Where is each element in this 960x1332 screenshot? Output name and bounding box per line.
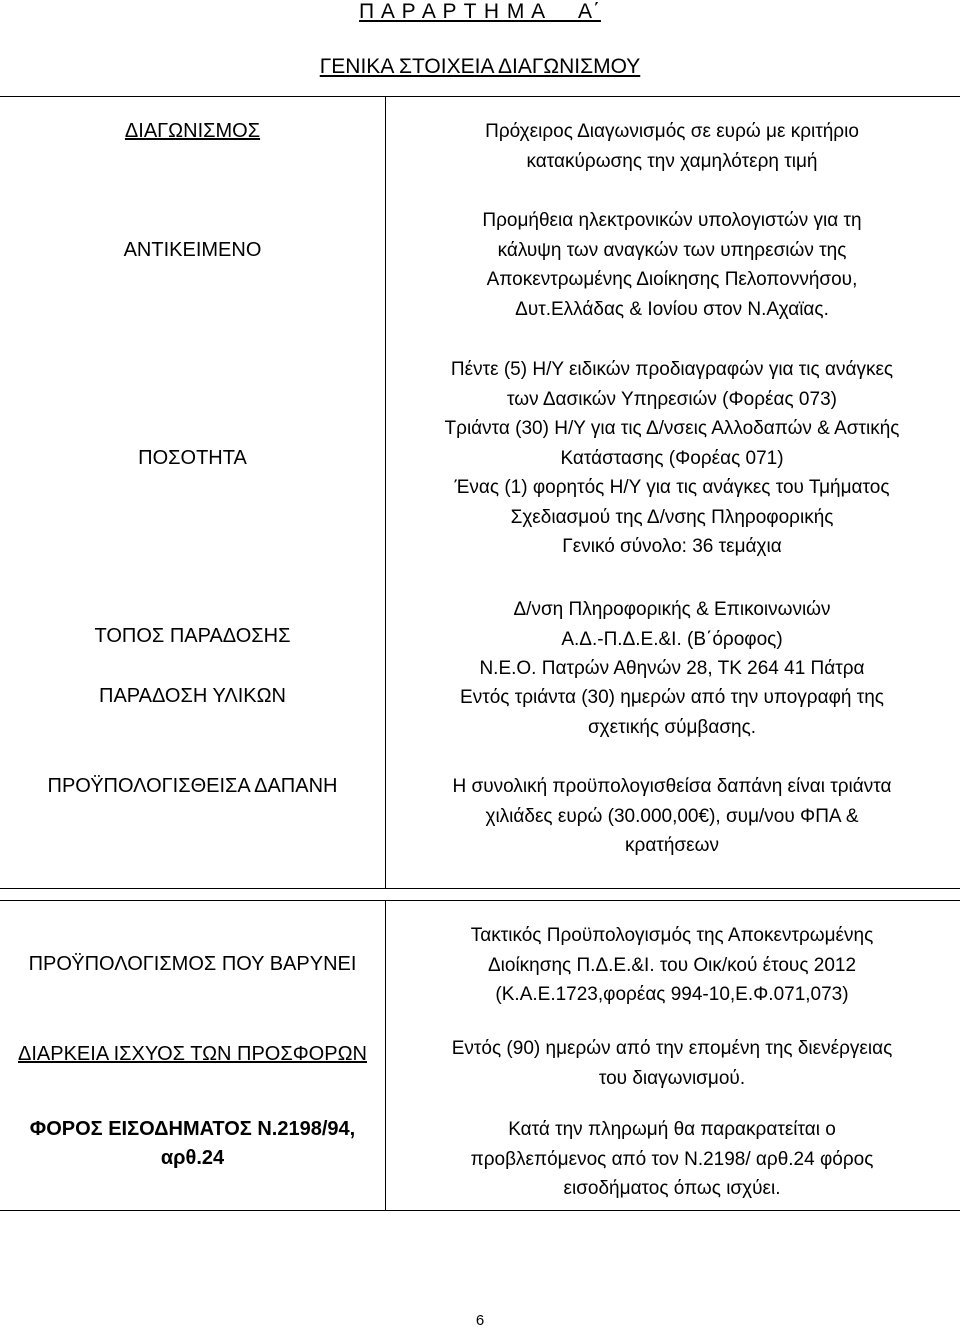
table-mid-border-top (0, 888, 960, 889)
row-label-line: ΦΟΡΟΣ ΕΙΣΟΔΗΜΑΤΟΣ Ν.2198/94, (29, 1118, 356, 1140)
row-value-line: σχετικής σύμβασης. (587, 716, 757, 738)
row-label-delivery: ΠΑΡΑΔΟΣΗ ΥΛΙΚΩΝ (99, 685, 286, 707)
row-value-line: Εντός τριάντα (30) ημερών από την υπογραφή της (460, 687, 884, 708)
table-mid-border-bottom (0, 900, 960, 901)
row-label-quantity: ΠΟΣΟΤΗΤΑ (138, 447, 247, 469)
row-value-line: Κατά την πληρωμή θα παρακρατείται ο (508, 1119, 836, 1140)
row-value-line: κατακύρωσης την χαμηλότερη τιμή (526, 150, 818, 172)
row-value-line: Προμήθεια ηλεκτρονικών υπολογιστών για τη (482, 210, 862, 231)
row-value-line: Πρόχειρος Διαγωνισμός σε ευρώ με κριτήριο (485, 121, 859, 142)
row-label-offer-validity: ΔΙΑΡΚΕΙΑ ΙΣΧΥΟΣ ΤΩΝ ΠΡΟΣΦΟΡΩΝ (18, 1043, 367, 1065)
row-value-delivery (392, 683, 952, 742)
section-title: ΓΕΝΙΚΑ ΣΤΟΙΧΕΙΑ ΔΙΑΓΩΝΙΣΜΟΥ (319, 55, 641, 78)
row-value-line: Δ/νση Πληροφορικής & Επικοινωνιών (513, 599, 831, 620)
row-value-line: (Κ.Α.Ε.1723,φορέας 994-10,Ε.Φ.071,073) (495, 984, 849, 1005)
row-value-quantity (392, 355, 952, 562)
row-value-budget (392, 772, 952, 861)
row-value-line: Ν.Ε.Ο. Πατρών Αθηνών 28, ΤΚ 264 41 Πάτρα (479, 658, 865, 679)
row-value-offer-validity (392, 1034, 952, 1093)
row-value-line: Τριάντα (30) Η/Υ για τις Δ/νσεις Αλλοδαπών & Αστικής (444, 418, 900, 439)
row-label-budget: ΠΡΟΫΠΟΛΟΓΙΣΘΕΙΣΑ ΔΑΠΑΝΗ (47, 775, 338, 797)
row-label-income-tax (0, 1115, 385, 1173)
row-value-line: Σχεδιασμού της Δ/νσης Πληροφορικής (510, 506, 834, 528)
row-value-line: Διοίκησης Π.Δ.Ε.&Ι. του Οικ/κού έτους 2012 (487, 954, 857, 976)
row-value-subject (392, 206, 952, 324)
table-top-border (0, 96, 960, 97)
row-value-line: Εντός (90) ημερών από την επομένη της διενέργειας (451, 1038, 893, 1059)
row-value-line: Πέντε (5) Η/Υ ειδικών προδιαγραφών για τις ανάγκες (450, 359, 894, 380)
table-divider-lower (385, 900, 386, 1210)
row-label-subject: ΑΝΤΙΚΕΙΜΕΝΟ (123, 239, 262, 261)
row-value-line: κρατήσεων (625, 835, 719, 856)
row-value-competition (392, 117, 952, 176)
row-value-line: Δυτ.Ελλάδας & Ιονίου στον Ν.Αχαϊας. (515, 298, 829, 320)
table-divider-upper (385, 96, 386, 888)
row-value-line: Τακτικός Προϋπολογισμός της Αποκεντρωμένης (470, 925, 874, 946)
row-value-charged-budget (392, 921, 952, 1010)
row-value-delivery-place (392, 595, 952, 684)
row-value-line: Ένας (1) φορητός Η/Υ για τις ανάγκες του Τμήματος (454, 477, 890, 498)
row-value-line: Κατάστασης (Φορέας 071) (560, 447, 784, 469)
row-value-line: των Δασικών Υπηρεσιών (Φορέας 073) (507, 388, 837, 410)
appendix-title: Π Α Ρ Α Ρ Τ Η Μ Α Α΄ (359, 0, 601, 23)
row-label-delivery-place: ΤΟΠΟΣ ΠΑΡΑΔΟΣΗΣ (94, 625, 291, 647)
row-label-line: αρθ.24 (160, 1147, 225, 1169)
row-value-line: Η συνολική προϋπολογισθείσα δαπάνη είναι τριάντα (452, 776, 892, 797)
row-value-line: εισοδήματος όπως ισχύει. (563, 1178, 781, 1199)
row-label-competition: ΔΙΑΓΩΝΙΣΜΟΣ (124, 120, 261, 142)
row-value-line: χιλιάδες ευρώ (30.000,00€), συμ/νου ΦΠΑ & (485, 805, 859, 827)
row-value-income-tax (392, 1115, 952, 1204)
page-number: 6 (475, 1312, 485, 1329)
row-value-line: Γενικό σύνολο: 36 τεμάχια (562, 536, 782, 557)
row-value-line: προβλεπόμενος από τον Ν.2198/ αρθ.24 φόρος (470, 1148, 874, 1170)
row-value-line: Αποκεντρωμένης Διοίκησης Πελοποννήσου, (486, 269, 858, 290)
row-value-line: Α.Δ.-Π.Δ.Ε.&Ι. (Β΄όροφος) (561, 628, 783, 650)
row-label-charged-budget: ΠΡΟΫΠΟΛΟΓΙΣΜΟΣ ΠΟΥ ΒΑΡΥΝΕΙ (28, 953, 357, 975)
table-bottom-border (0, 1210, 960, 1211)
row-value-line: του διαγωνισμού. (598, 1067, 746, 1089)
row-value-line: κάλυψη των αναγκών των υπηρεσιών της (497, 239, 847, 261)
